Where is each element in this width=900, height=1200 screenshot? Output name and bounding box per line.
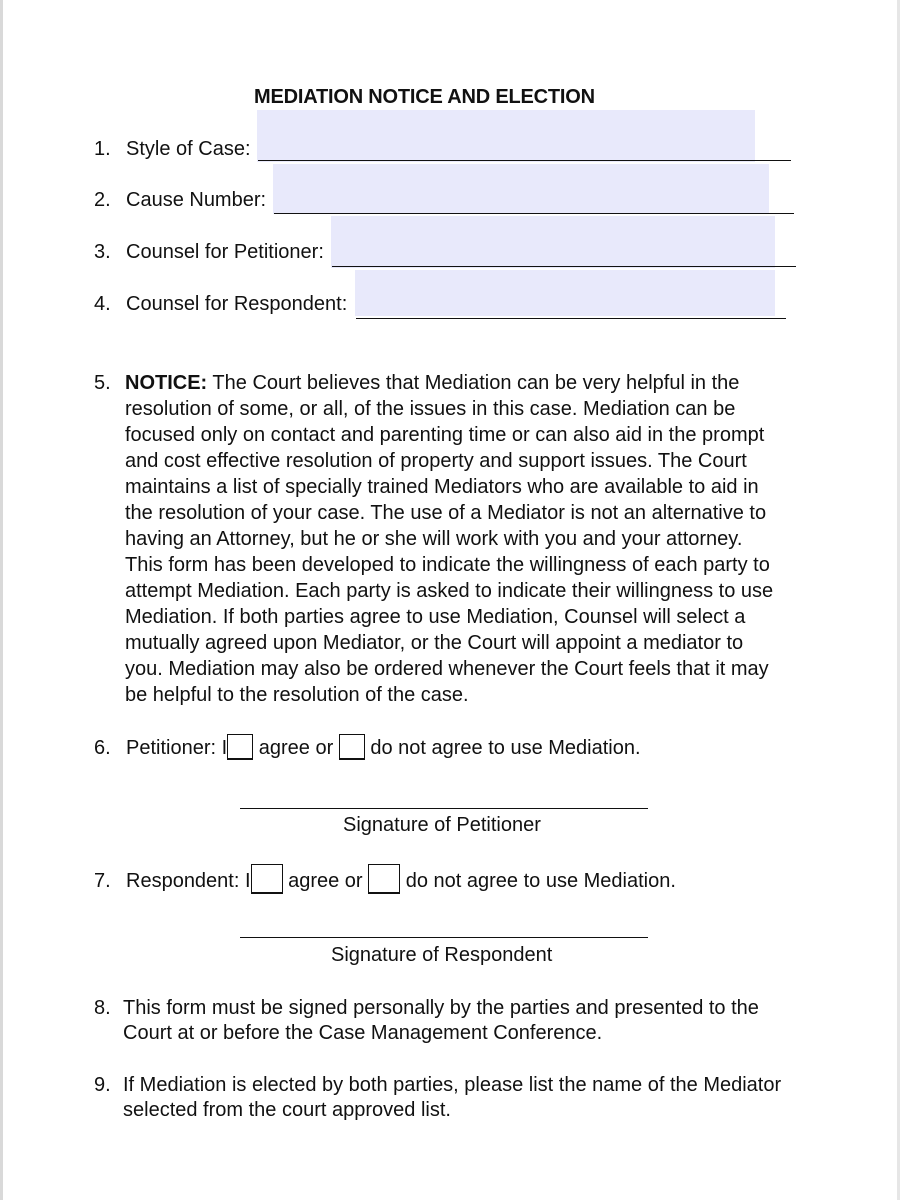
notice-line: you. Mediation may also be ordered whenever the Court feels that it may xyxy=(125,658,769,680)
item-8-number: 8. xyxy=(94,997,111,1019)
cause-number-line xyxy=(274,213,794,214)
field-number: 4. xyxy=(94,293,111,315)
style-of-case-field[interactable] xyxy=(257,110,755,162)
notice-heading: NOTICE: xyxy=(125,372,208,394)
notice-line: NOTICE: The Court believes that Mediation can be very helpful in the xyxy=(125,372,740,394)
field-row-style-of-case xyxy=(94,138,251,161)
petitioner-election-row xyxy=(94,734,641,760)
item-9-line: selected from the court approved list. xyxy=(123,1099,451,1121)
petitioner-agree-checkbox[interactable] xyxy=(227,734,253,760)
item-8-paragraph xyxy=(94,996,814,1046)
petitioner-label: Petitioner: I xyxy=(126,737,228,759)
item-9-paragraph xyxy=(94,1073,814,1123)
field-label: Counsel for Petitioner: xyxy=(126,241,324,263)
item-8-line: This form must be signed personally by the parties and presented to the xyxy=(123,997,759,1019)
petitioner-number: 6. xyxy=(94,737,111,759)
respondent-number: 7. xyxy=(94,870,111,892)
notice-paragraph xyxy=(94,370,794,708)
respondent-label: Respondent: I xyxy=(126,870,251,892)
field-number: 1. xyxy=(94,138,111,160)
style-of-case-line xyxy=(258,160,791,161)
notice-line: having an Attorney, but he or she will work with you and your attorney. xyxy=(125,528,743,550)
notice-line: and cost effective resolution of property and support issues. The Court xyxy=(125,450,747,472)
notice-line: focused only on contact and parenting time or can also aid in the prompt xyxy=(125,424,765,446)
respondent-agree-checkbox[interactable] xyxy=(251,864,283,894)
counsel-respondent-field[interactable] xyxy=(355,270,775,316)
notice-line: mutually agreed upon Mediator, or the Court will appoint a mediator to xyxy=(125,632,744,654)
notice-line: resolution of some, or all, of the issues in this case. Mediation can be xyxy=(125,398,736,420)
field-label: Cause Number: xyxy=(126,189,267,211)
notice-number: 5. xyxy=(94,372,111,394)
petitioner-disagree-label: do not agree to use Mediation. xyxy=(370,737,641,759)
counsel-petitioner-line xyxy=(332,266,796,267)
page-left-edge xyxy=(0,0,3,1200)
item-9-number: 9. xyxy=(94,1074,111,1096)
respondent-disagree-checkbox[interactable] xyxy=(368,864,400,894)
petitioner-agree-label: agree or xyxy=(258,737,334,759)
notice-line: be helpful to the resolution of the case. xyxy=(125,684,469,706)
petitioner-signature-line[interactable] xyxy=(240,808,648,809)
notice-line: the resolution of your case. The use of a Mediator is not an alternative to xyxy=(125,502,767,524)
field-label: Counsel for Respondent: xyxy=(126,293,348,315)
field-row-cause-number xyxy=(94,189,266,212)
respondent-agree-label: agree or xyxy=(288,870,363,892)
respondent-signature-line[interactable] xyxy=(240,937,648,938)
field-number: 2. xyxy=(94,189,111,211)
counsel-respondent-line xyxy=(356,318,786,319)
notice-line: attempt Mediation. Each party is asked to indicate their willingness to use xyxy=(125,580,774,602)
notice-line: maintains a list of specially trained Mediators who are available to aid in xyxy=(125,476,759,498)
item-9-line: If Mediation is elected by both parties, please list the name of the Mediator xyxy=(123,1074,782,1096)
field-row-counsel-respondent xyxy=(94,293,347,316)
cause-number-field[interactable] xyxy=(273,164,769,214)
petitioner-disagree-checkbox[interactable] xyxy=(339,734,365,760)
respondent-election-row xyxy=(94,864,676,894)
respondent-signature-label: Signature of Respondent xyxy=(331,944,553,966)
item-8-line: Court at or before the Case Management Conference. xyxy=(123,1022,603,1044)
field-row-counsel-petitioner xyxy=(94,241,324,264)
petitioner-signature-label: Signature of Petitioner xyxy=(343,814,541,836)
notice-line: Mediation. If both parties agree to use Mediation, Counsel will select a xyxy=(125,606,746,628)
counsel-petitioner-field[interactable] xyxy=(331,216,775,268)
form-title: MEDIATION NOTICE AND ELECTION xyxy=(254,86,595,108)
field-label: Style of Case: xyxy=(126,138,251,160)
field-number: 3. xyxy=(94,241,111,263)
respondent-disagree-label: do not agree to use Mediation. xyxy=(405,870,676,892)
notice-line: This form has been developed to indicate the willingness of each party to xyxy=(125,554,770,576)
